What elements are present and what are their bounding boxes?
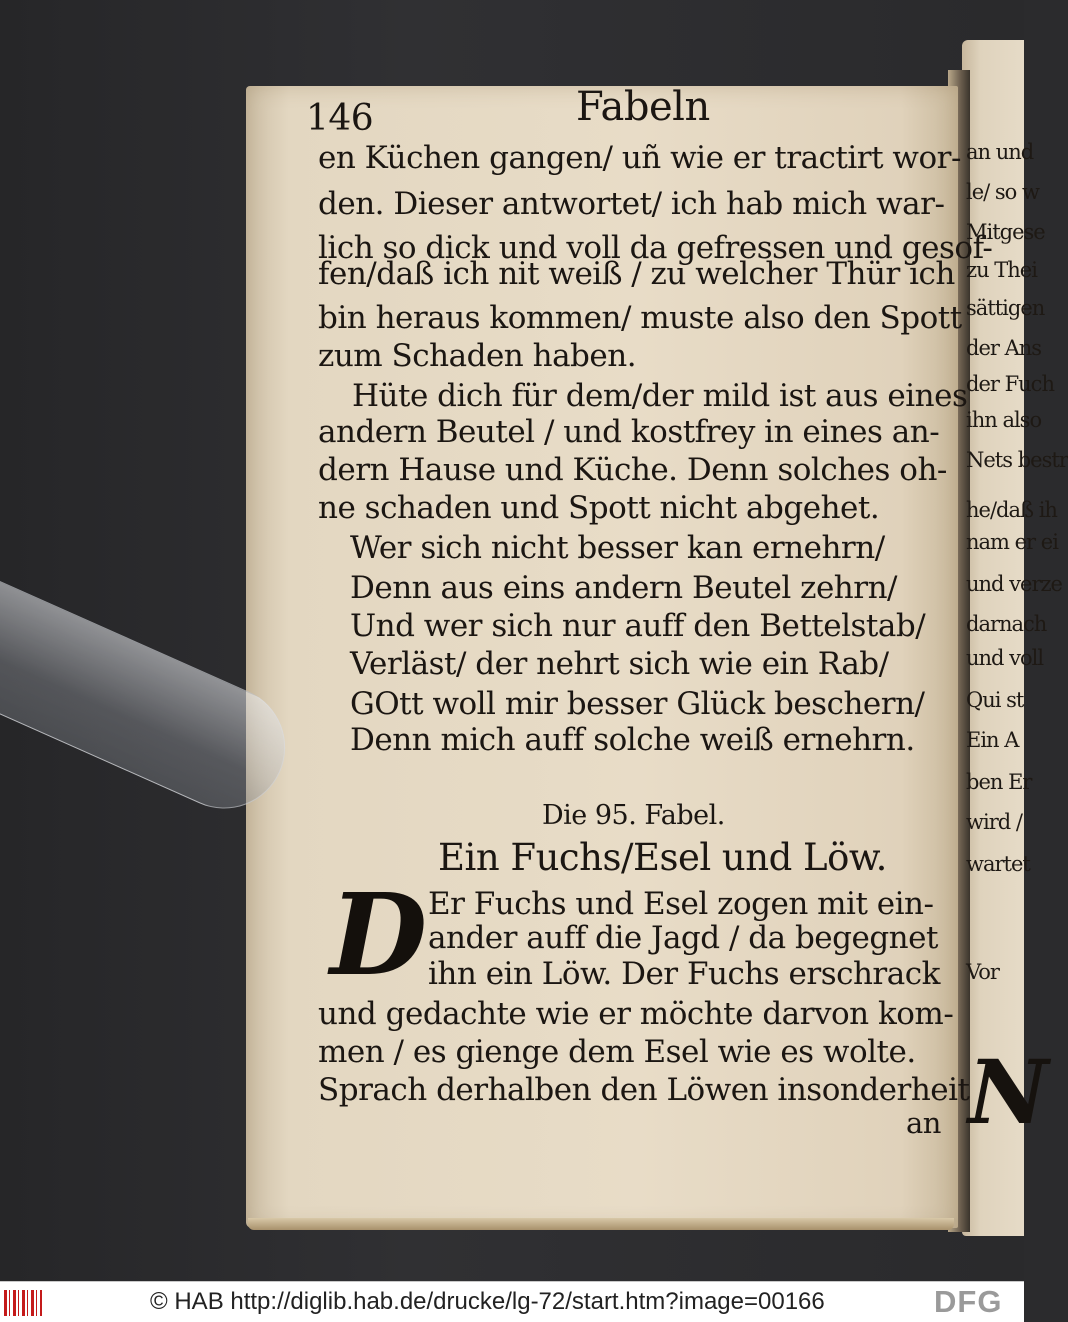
verse-line: Wer sich nicht besser kan ernehrn/ bbox=[350, 530, 885, 566]
body-line: lich so dick und voll da gefressen und gesof- bbox=[318, 230, 993, 266]
facing-fragment: he/daß ih bbox=[966, 498, 1057, 522]
fable-line: Er Fuchs und Esel zogen mit ein- bbox=[428, 886, 934, 922]
facing-fragment: der Fuch bbox=[966, 372, 1054, 396]
verse-line: Verläst/ der nehrt sich wie ein Rab/ bbox=[350, 646, 889, 682]
fable-line: men / es gienge dem Esel wie es wolte. bbox=[318, 1034, 916, 1070]
footer-bar bbox=[0, 1281, 1024, 1322]
fable-line: Sprach derhalben den Löwen insonderheit bbox=[318, 1072, 970, 1108]
verse-line: GOtt woll mir besser Glück beschern/ bbox=[350, 686, 925, 722]
body-line: dern Hause und Küche. Denn solches oh- bbox=[318, 452, 947, 488]
facing-fragment: der Ans bbox=[966, 336, 1042, 360]
facing-fragment: wartet bbox=[966, 852, 1030, 876]
fable-line: ihn ein Löw. Der Fuchs erschrack bbox=[428, 956, 940, 992]
credit-link[interactable]: © HAB http://diglib.hab.de/drucke/lg-72/start.htm?image=00166 bbox=[150, 1288, 825, 1315]
body-line: den. Dieser antwortet/ ich hab mich war- bbox=[318, 186, 945, 222]
barcode-icon bbox=[4, 1290, 42, 1316]
facing-fragment: Ein A bbox=[966, 728, 1019, 752]
drop-cap: D bbox=[330, 870, 428, 1001]
facing-fragment: zu Thei bbox=[966, 258, 1037, 282]
facing-fragment: le/ so w bbox=[966, 180, 1039, 204]
verse-line: Denn aus eins andern Beutel zehrn/ bbox=[350, 570, 897, 606]
facing-fragment: Qui st bbox=[966, 688, 1024, 712]
facing-fragment: nam er ei bbox=[966, 530, 1058, 554]
facing-fragment: an und bbox=[966, 140, 1034, 164]
body-line: ne schaden und Spott nicht abgehet. bbox=[318, 490, 880, 526]
page-edge bbox=[248, 1218, 954, 1230]
facing-fragment: sättigen bbox=[966, 296, 1045, 320]
fable-number: Die 95. Fabel. bbox=[542, 800, 725, 831]
verse-line: Denn mich auff solche weiß ernehrn. bbox=[350, 722, 915, 758]
running-head: Fabeln bbox=[576, 84, 710, 130]
facing-fragment: Vor bbox=[966, 960, 999, 984]
facing-fragment: ben Er bbox=[966, 770, 1032, 794]
fable-line: ander auff die Jagd / da begegnet bbox=[428, 920, 938, 956]
verse-line: Und wer sich nur auff den Bettelstab/ bbox=[350, 608, 926, 644]
facing-fragment: Mitgese bbox=[966, 220, 1045, 244]
facing-fragment: Nets bestr bbox=[966, 448, 1068, 472]
facing-drop-cap: N bbox=[968, 1040, 1049, 1144]
facing-fragment: wird / bbox=[966, 810, 1022, 834]
body-line: fen/daß ich nit weiß / zu welcher Thür ich bbox=[318, 256, 955, 292]
facing-fragment: ihn also bbox=[966, 408, 1042, 432]
body-line: en Küchen gangen/ uñ wie er tractirt wor- bbox=[318, 140, 961, 176]
facing-fragment: und verze bbox=[966, 572, 1062, 596]
body-line: zum Schaden haben. bbox=[318, 338, 637, 374]
body-line: bin heraus kommen/ muste also den Spott bbox=[318, 300, 962, 336]
fable-title: Ein Fuchs/Esel und Löw. bbox=[438, 836, 887, 879]
facing-fragment: darnach bbox=[966, 612, 1047, 636]
catchword: an bbox=[906, 1106, 941, 1140]
facing-fragment: und voll bbox=[966, 646, 1044, 670]
body-line: Hüte dich für dem/der mild ist aus eines bbox=[352, 378, 968, 414]
body-line: andern Beutel / und kostfrey in eines an- bbox=[318, 414, 940, 450]
dfg-logo: DFG bbox=[934, 1284, 1003, 1319]
fable-line: und gedachte wie er möchte darvon kom- bbox=[318, 996, 954, 1032]
page-number: 146 bbox=[306, 98, 374, 139]
